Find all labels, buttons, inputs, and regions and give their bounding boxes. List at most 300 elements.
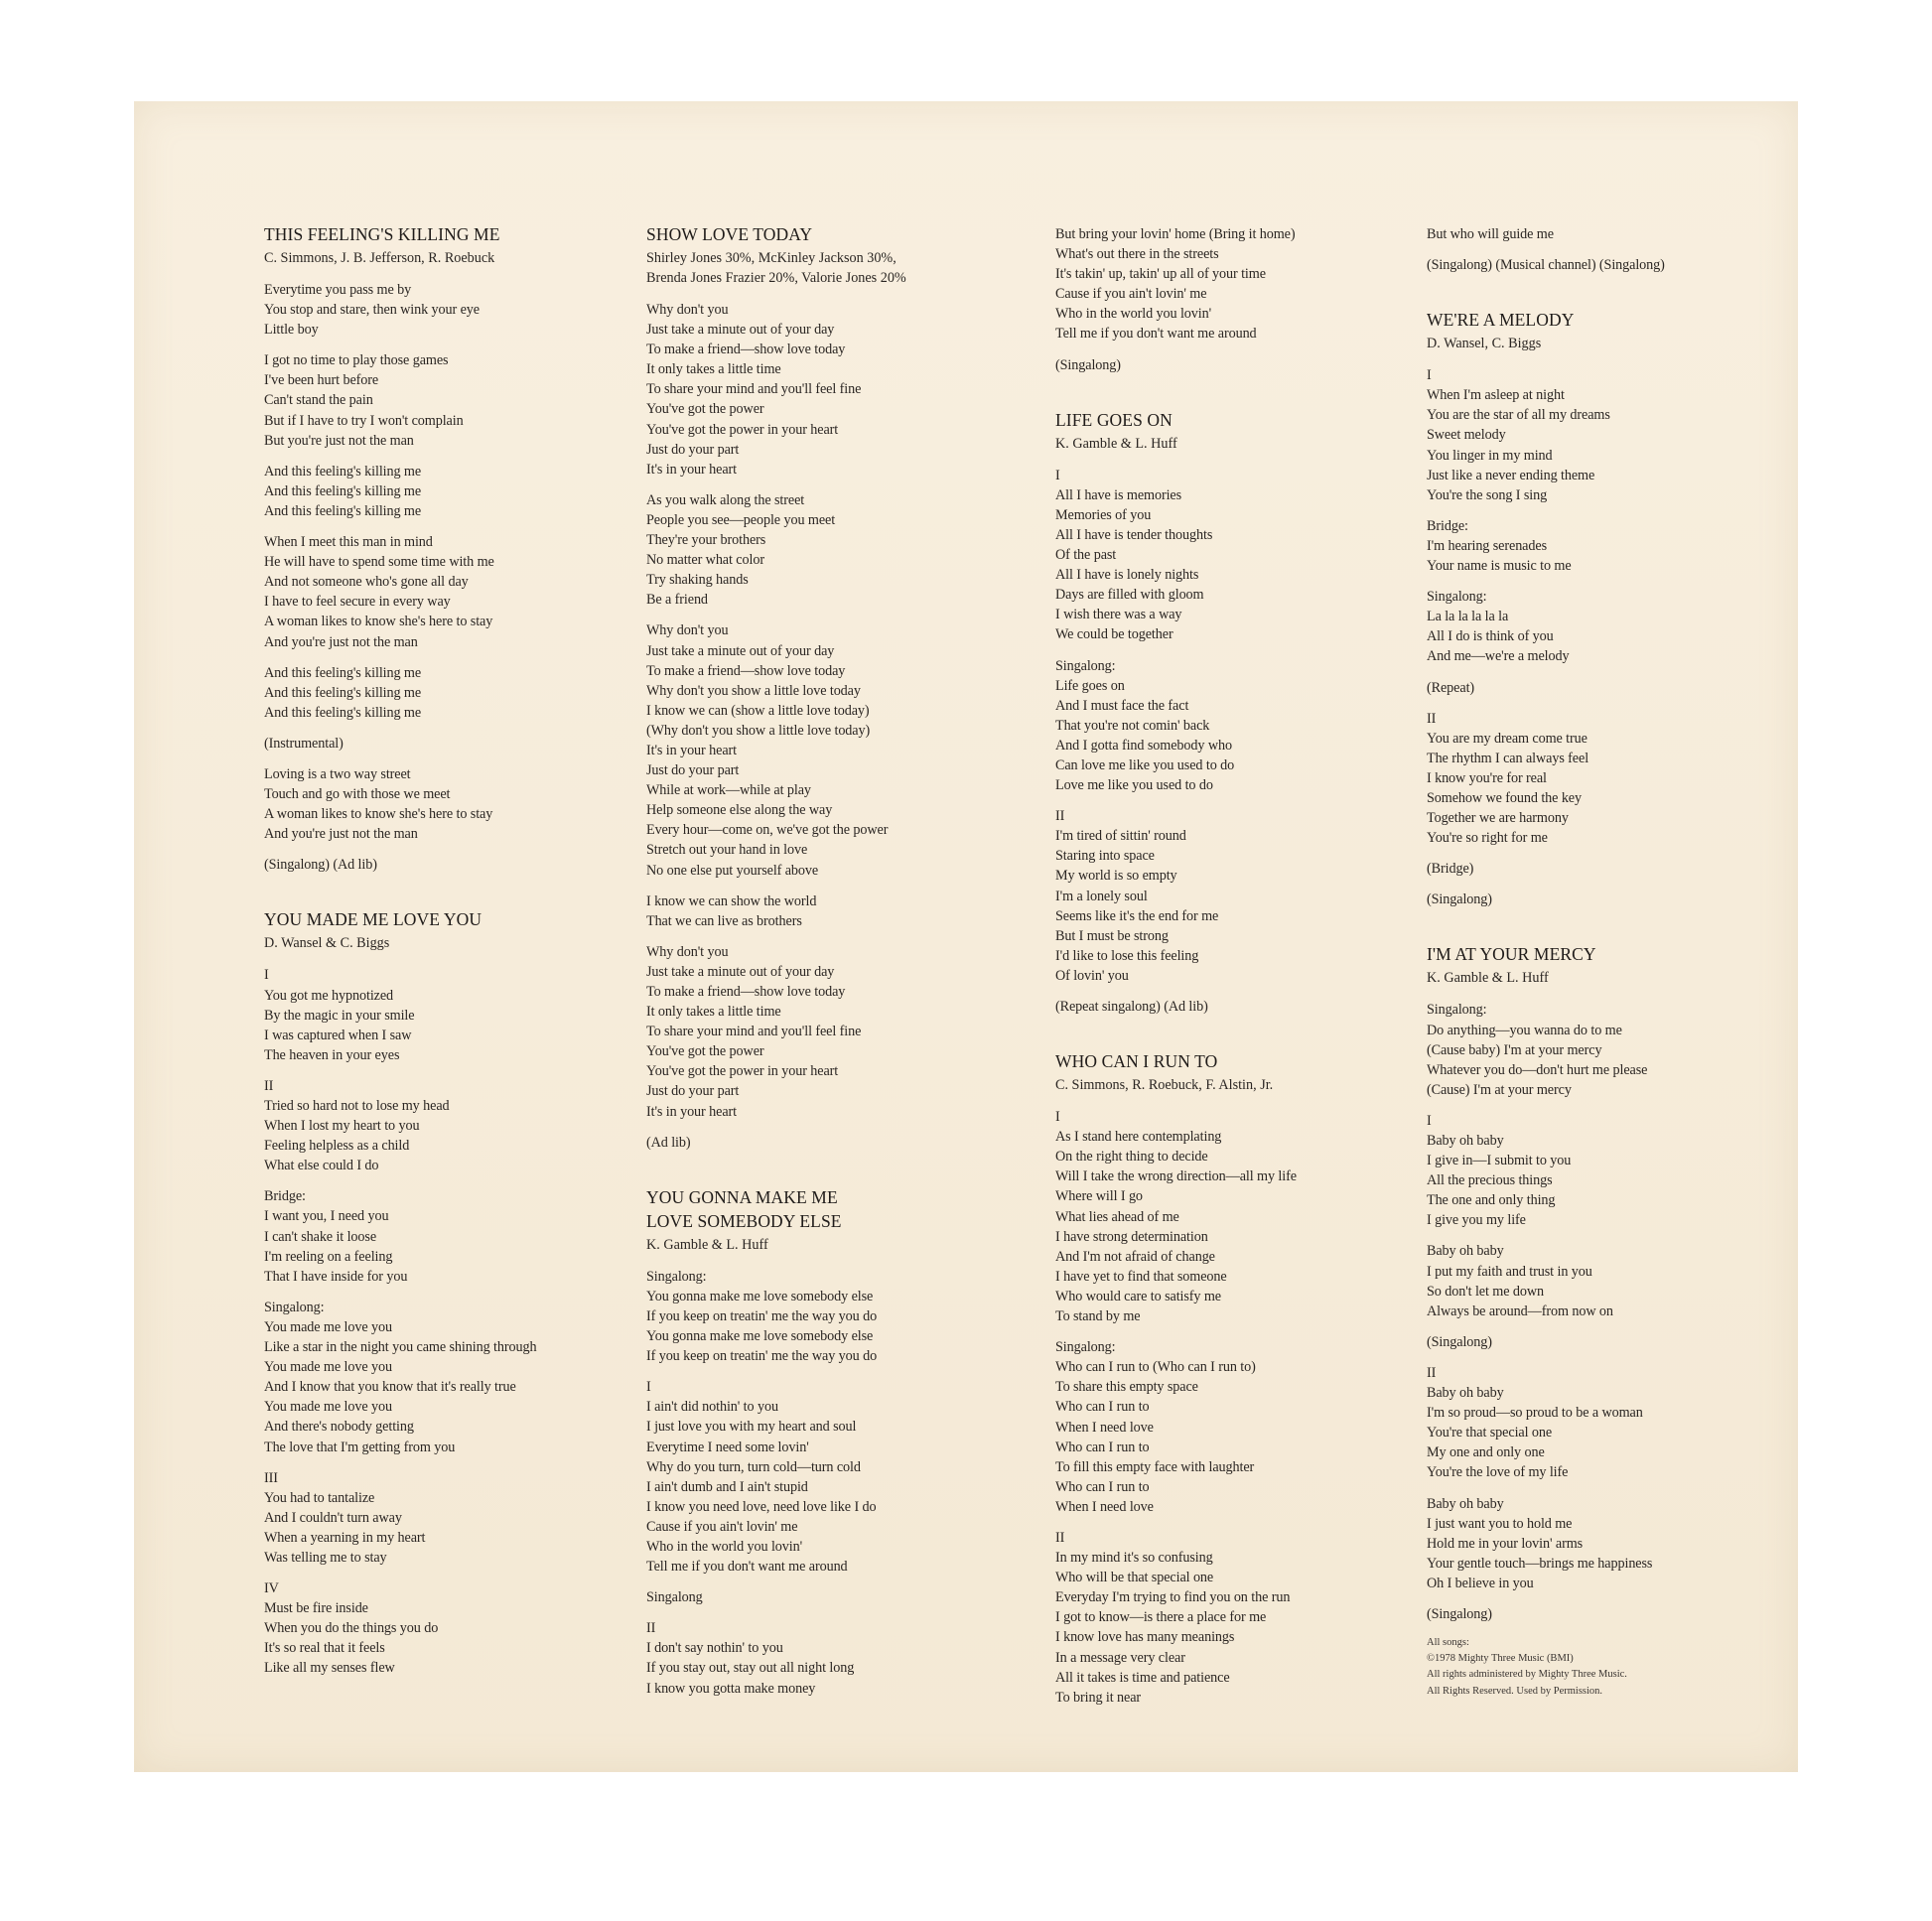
lyric-line: When I need love xyxy=(1055,1419,1154,1436)
lyric-line: Like a star in the night you came shining through xyxy=(264,1339,537,1356)
lyric-line: Do anything—you wanna do to me xyxy=(1427,1022,1622,1038)
lyric-line: (Singalong) xyxy=(1427,1605,1492,1622)
lyric-line: To bring it near xyxy=(1055,1689,1142,1706)
lyric-line: (Singalong) xyxy=(1055,356,1121,373)
lyric-line: Seems like it's the end for me xyxy=(1055,907,1219,924)
lyric-line: While at work—while at play xyxy=(646,782,811,799)
lyric-line: I'd like to lose this feeling xyxy=(1055,947,1199,964)
song-section xyxy=(1055,224,1383,375)
lyric-line: I give in—I submit to you xyxy=(1427,1153,1572,1169)
lyric-stanza xyxy=(264,764,592,844)
lyric-stanza xyxy=(1427,1241,1754,1320)
lyric-line: But bring your lovin' home (Bring it home) xyxy=(1055,226,1296,242)
lyric-stanza xyxy=(646,620,974,880)
lyric-line: I'm reeling on a feeling xyxy=(264,1248,393,1265)
lyric-line: That I have inside for you xyxy=(264,1268,408,1285)
lyric-stanza xyxy=(1055,1107,1383,1326)
lyric-line: Just take a minute out of your day xyxy=(646,322,835,339)
lyric-line: Was telling me to stay xyxy=(264,1549,387,1566)
lyric-stanza xyxy=(1427,365,1754,505)
lyric-line: It only takes a little time xyxy=(646,1004,781,1021)
lyric-line: So don't let me down xyxy=(1427,1283,1544,1300)
lyric-line: Just like a never ending theme xyxy=(1427,467,1595,483)
lyric-line: Baby oh baby xyxy=(1427,1495,1504,1512)
lyric-line: And not someone who's gone all day xyxy=(264,574,469,591)
lyric-line: The one and only thing xyxy=(1427,1192,1556,1209)
lyric-line: In a message very clear xyxy=(1055,1649,1185,1666)
lyric-line: Singalong: xyxy=(1427,589,1487,606)
lyric-line: I have yet to find that someone xyxy=(1055,1268,1227,1285)
lyric-stanza xyxy=(1427,1604,1754,1624)
song-title: SHOW LOVE TODAY xyxy=(646,224,813,244)
copyright-notice xyxy=(1427,1635,1754,1700)
songwriter-credit-line-2: Brenda Jones Frazier 20%, Valorie Jones 20% xyxy=(646,270,906,286)
lyric-line: When you do the things you do xyxy=(264,1620,439,1637)
lyric-line: I have strong determination xyxy=(1055,1228,1208,1245)
lyric-stanza xyxy=(646,1618,974,1698)
lyric-line: To stand by me xyxy=(1055,1308,1141,1325)
lyric-line: Why don't you xyxy=(646,943,729,960)
song-section xyxy=(1055,1028,1383,1708)
lyric-line: Just take a minute out of your day xyxy=(646,963,835,980)
lyric-line: He will have to spend some time with me xyxy=(264,554,494,571)
lyric-line: I put my faith and trust in you xyxy=(1427,1263,1592,1280)
lyric-line: And this feeling's killing me xyxy=(264,463,422,480)
lyric-stanza xyxy=(1055,1337,1383,1517)
lyric-line: Baby oh baby xyxy=(1427,1133,1504,1149)
lyric-line: Your name is music to me xyxy=(1427,558,1572,575)
lyric-line: To share your mind and you'll feel fine xyxy=(646,381,862,398)
lyric-line: Baby oh baby xyxy=(1427,1243,1504,1260)
lyric-line: To make a friend—show love today xyxy=(646,342,846,358)
lyric-line: That you're not comin' back xyxy=(1055,717,1210,734)
song-title: LIFE GOES ON xyxy=(1055,409,1173,430)
lyric-stanza xyxy=(1055,224,1383,344)
lyrics-column-1 xyxy=(264,224,592,1690)
lyric-line: (Ad lib) xyxy=(646,1134,691,1151)
song-section xyxy=(1427,224,1754,275)
lyric-line: I've been hurt before xyxy=(264,372,379,389)
lyric-line: And I know that you know that it's really true xyxy=(264,1379,516,1396)
lyric-line: Hold me in your lovin' arms xyxy=(1427,1535,1584,1552)
lyric-line: Whatever you do—don't hurt me please xyxy=(1427,1061,1648,1078)
lyric-line: But I must be strong xyxy=(1055,927,1169,944)
lyric-line: Singalong: xyxy=(1055,1339,1116,1356)
songwriter-credit: K. Gamble & L. Huff xyxy=(646,1236,768,1253)
lyric-line: I'm hearing serenades xyxy=(1427,537,1547,554)
song-section xyxy=(646,224,974,1153)
songwriter-credit: K. Gamble & L. Huff xyxy=(1055,435,1177,452)
lyric-line: Like all my senses flew xyxy=(264,1660,395,1677)
lyric-line: You've got the power xyxy=(646,401,764,418)
lyric-line: Where will I go xyxy=(1055,1188,1143,1205)
lyric-stanza xyxy=(264,1468,592,1568)
lyric-line: (Cause) I'm at your mercy xyxy=(1427,1081,1572,1098)
lyric-line: I give you my life xyxy=(1427,1212,1526,1229)
song-title: YOU GONNA MAKE ME xyxy=(646,1186,838,1207)
lyric-line: But if I have to try I won't complain xyxy=(264,412,464,429)
lyric-line: Will I take the wrong direction—all my life xyxy=(1055,1168,1297,1185)
lyric-stanza xyxy=(646,300,974,480)
lyric-line: You got me hypnotized xyxy=(264,987,394,1004)
lyric-line: All I do is think of you xyxy=(1427,628,1554,645)
lyric-sheet xyxy=(134,101,1798,1772)
lyric-line: No one else put yourself above xyxy=(646,862,819,879)
lyric-line: Tried so hard not to lose my head xyxy=(264,1098,450,1114)
copyright-line: All songs: xyxy=(1427,1637,1469,1649)
lyric-line: Why don't you xyxy=(646,302,729,318)
lyric-line: Staring into space xyxy=(1055,848,1155,865)
lyric-line: And me—we're a melody xyxy=(1427,648,1570,665)
lyric-line: Who in the world you lovin' xyxy=(646,1538,803,1555)
lyric-line: I'm tired of sittin' round xyxy=(1055,828,1186,845)
copyright-line: All rights administered by Mighty Three Music. xyxy=(1427,1669,1627,1681)
lyric-line: I'm so proud—so proud to be a woman xyxy=(1427,1405,1643,1422)
lyric-line: You're that special one xyxy=(1427,1425,1553,1441)
lyric-line: On the right thing to decide xyxy=(1055,1149,1208,1166)
lyric-line: And this feeling's killing me xyxy=(264,482,422,499)
lyric-line: Touch and go with those we meet xyxy=(264,786,451,803)
section-gap xyxy=(1427,286,1754,310)
copyright-line: All Rights Reserved. Used by Permission. xyxy=(1427,1685,1603,1697)
section-gap xyxy=(264,886,592,909)
lyric-line: To make a friend—show love today xyxy=(646,662,846,679)
lyric-line: You made me love you xyxy=(264,1359,392,1376)
song-section xyxy=(264,224,592,875)
lyric-stanza xyxy=(646,892,974,931)
lyric-line: Who in the world you lovin' xyxy=(1055,306,1212,323)
lyric-stanza xyxy=(1427,1363,1754,1483)
lyric-line: You linger in my mind xyxy=(1427,447,1553,464)
lyric-line: You are the star of all my dreams xyxy=(1427,407,1610,424)
lyric-line: I want you, I need you xyxy=(264,1208,389,1225)
lyric-line: That we can live as brothers xyxy=(646,912,802,929)
lyric-line: Singalong: xyxy=(646,1268,707,1285)
lyric-stanza xyxy=(646,1133,974,1153)
copyright-line: ©1978 Mighty Three Music (BMI) xyxy=(1427,1653,1574,1665)
song-title: YOU MADE ME LOVE YOU xyxy=(264,909,483,930)
lyric-line: (Singalong) xyxy=(1427,892,1492,908)
lyric-line: I xyxy=(1427,1112,1432,1129)
lyric-line: A woman likes to know she's here to stay xyxy=(264,614,493,630)
lyric-line: I just love you with my heart and soul xyxy=(646,1419,857,1436)
lyric-line: What lies ahead of me xyxy=(1055,1208,1179,1225)
lyric-line: If you keep on treatin' me the way you do xyxy=(646,1348,878,1365)
lyric-line: I'm a lonely soul xyxy=(1055,888,1148,904)
lyric-line: But you're just not the man xyxy=(264,432,414,449)
lyric-line: In my mind it's so confusing xyxy=(1055,1550,1213,1567)
lyric-line: The rhythm I can always feel xyxy=(1427,750,1589,766)
songwriter-credit: D. Wansel & C. Biggs xyxy=(264,935,390,952)
lyric-line: Can't stand the pain xyxy=(264,392,373,409)
lyric-line: You're so right for me xyxy=(1427,830,1548,847)
lyric-line: It only takes a little time xyxy=(646,361,781,378)
lyric-line: All I have is lonely nights xyxy=(1055,567,1199,584)
lyric-stanza xyxy=(264,1186,592,1286)
lyric-line: (Singalong) (Ad lib) xyxy=(264,857,377,874)
lyric-line: Who can I run to xyxy=(1055,1439,1150,1455)
lyric-line: Somehow we found the key xyxy=(1427,789,1582,806)
lyric-line: I know you need love, need love like I do xyxy=(646,1498,877,1515)
lyric-line: Why don't you show a little love today xyxy=(646,682,861,699)
lyric-line: Singalong xyxy=(646,1589,703,1606)
lyric-line: Everytime you pass me by xyxy=(264,282,412,298)
lyric-line: La la la la la la xyxy=(1427,609,1509,625)
lyric-stanza xyxy=(646,490,974,611)
songwriter-credit: C. Simmons, J. B. Jefferson, R. Roebuck xyxy=(264,250,495,266)
lyric-stanza xyxy=(646,1377,974,1577)
lyric-line: Baby oh baby xyxy=(1427,1385,1504,1402)
lyric-stanza xyxy=(264,965,592,1064)
lyric-line: People you see—people you meet xyxy=(646,511,836,528)
lyric-line: Everyday I'm trying to find you on the run xyxy=(1055,1589,1291,1606)
lyric-line: And I'm not afraid of change xyxy=(1055,1248,1215,1265)
lyric-line: To fill this empty face with laughter xyxy=(1055,1458,1255,1475)
lyric-line: If you keep on treatin' me the way you do xyxy=(646,1307,878,1324)
lyric-line: (Repeat) xyxy=(1427,679,1475,696)
lyric-line: All it takes is time and patience xyxy=(1055,1669,1230,1686)
lyric-line: Bridge: xyxy=(1427,517,1468,534)
lyric-line: And I gotta find somebody who xyxy=(1055,737,1232,754)
lyric-line: Sweet melody xyxy=(1427,427,1506,444)
section-gap xyxy=(1055,386,1383,410)
lyric-stanza xyxy=(646,1267,974,1366)
lyric-line: When I need love xyxy=(1055,1498,1154,1515)
lyric-line: II xyxy=(264,1077,274,1094)
lyric-line: Singalong: xyxy=(1055,657,1116,674)
lyric-line: I know we can (show a little love today) xyxy=(646,702,870,719)
lyric-line: Always be around—from now on xyxy=(1427,1303,1613,1319)
lyric-line: When I meet this man in mind xyxy=(264,534,433,551)
lyric-line: Everytime I need some lovin' xyxy=(646,1439,809,1455)
lyric-line: Help someone else along the way xyxy=(646,802,833,819)
lyric-line: All the precious things xyxy=(1427,1172,1553,1189)
lyric-line: Singalong: xyxy=(264,1299,325,1315)
lyric-line: As I stand here contemplating xyxy=(1055,1129,1222,1146)
lyric-line: Love me like you used to do xyxy=(1055,777,1213,794)
songwriter-credit: D. Wansel, C. Biggs xyxy=(1427,336,1542,352)
lyric-line: II xyxy=(646,1620,656,1637)
lyric-line: And I must face the fact xyxy=(1055,697,1189,714)
lyric-line: When I'm asleep at night xyxy=(1427,387,1565,404)
songwriter-credit: C. Simmons, R. Roebuck, F. Alstin, Jr. xyxy=(1055,1077,1274,1094)
lyric-line: The love that I'm getting from you xyxy=(264,1439,456,1455)
lyric-line: Who can I run to xyxy=(1055,1399,1150,1416)
lyric-line: No matter what color xyxy=(646,552,764,569)
lyric-line: I xyxy=(264,967,269,984)
lyric-line: My one and only one xyxy=(1427,1444,1545,1461)
lyric-line: All I have is memories xyxy=(1055,486,1182,503)
lyric-line: (Singalong) (Musical channel) (Singalong) xyxy=(1427,257,1665,274)
lyric-line: What's out there in the streets xyxy=(1055,246,1219,263)
lyric-stanza xyxy=(1427,890,1754,909)
lyric-stanza xyxy=(1427,516,1754,576)
lyric-line: (Singalong) xyxy=(1427,1333,1492,1350)
lyric-line: And you're just not the man xyxy=(264,826,418,843)
section-gap xyxy=(1055,1028,1383,1051)
lyric-line: You are my dream come true xyxy=(1427,730,1587,747)
lyric-line: You're the love of my life xyxy=(1427,1464,1569,1481)
lyric-line: I wish there was a way xyxy=(1055,607,1182,623)
lyric-stanza xyxy=(1427,1494,1754,1593)
lyric-line: You stop and stare, then wink your eye xyxy=(264,302,480,319)
lyric-line: You made me love you xyxy=(264,1318,392,1335)
lyric-stanza xyxy=(646,1587,974,1607)
lyric-line: (Bridge) xyxy=(1427,861,1474,878)
song-title: WE'RE A MELODY xyxy=(1427,310,1575,331)
lyric-line: And this feeling's killing me xyxy=(264,664,422,681)
lyric-line: When I lost my heart to you xyxy=(264,1118,420,1135)
lyric-line: It's in your heart xyxy=(646,1103,737,1120)
lyric-line: (Repeat singalong) (Ad lib) xyxy=(1055,999,1208,1015)
lyric-line: You've got the power in your heart xyxy=(646,1063,839,1080)
lyric-line: (Instrumental) xyxy=(264,735,344,752)
song-title: I'M AT YOUR MERCY xyxy=(1427,944,1596,965)
lyrics-column-2 xyxy=(646,224,974,1710)
lyric-line: All I have is tender thoughts xyxy=(1055,526,1213,543)
lyric-line: Who can I run to (Who can I run to) xyxy=(1055,1359,1256,1376)
lyric-line: You made me love you xyxy=(264,1399,392,1416)
lyric-line: Be a friend xyxy=(646,592,708,609)
lyric-stanza xyxy=(1427,1111,1754,1231)
lyric-line: Feeling helpless as a child xyxy=(264,1138,410,1155)
lyric-line: As you walk along the street xyxy=(646,491,805,508)
lyric-line: III xyxy=(264,1469,278,1486)
lyric-line: (Cause baby) I'm at your mercy xyxy=(1427,1041,1602,1058)
lyric-stanza xyxy=(646,942,974,1122)
lyric-line: Who will be that special one xyxy=(1055,1570,1214,1586)
lyric-line: Just do your part xyxy=(646,762,740,779)
lyric-line: II xyxy=(1427,710,1437,727)
lyric-line: Tell me if you don't want me around xyxy=(646,1559,848,1576)
songwriter-credit: K. Gamble & L. Huff xyxy=(1427,970,1549,987)
lyric-line: (Why don't you show a little love today) xyxy=(646,722,871,739)
lyric-line: And this feeling's killing me xyxy=(264,684,422,701)
lyric-line: Loving is a two way street xyxy=(264,765,411,782)
lyric-stanza xyxy=(1427,1332,1754,1352)
lyric-line: It's in your heart xyxy=(646,742,737,758)
lyric-stanza xyxy=(264,280,592,340)
lyric-line: And there's nobody getting xyxy=(264,1419,414,1436)
lyric-line: I just want you to hold me xyxy=(1427,1515,1573,1532)
lyric-line: Stretch out your hand in love xyxy=(646,842,808,859)
lyric-line: And I couldn't turn away xyxy=(264,1509,402,1526)
lyric-line: Cause if you ain't lovin' me xyxy=(1055,286,1207,303)
lyric-stanza xyxy=(264,855,592,875)
lyric-stanza xyxy=(264,532,592,652)
lyric-line: I know we can show the world xyxy=(646,892,817,909)
lyric-line: You had to tantalize xyxy=(264,1489,375,1506)
songwriter-credit: Shirley Jones 30%, McKinley Jackson 30%, xyxy=(646,250,897,266)
lyric-stanza xyxy=(1055,1528,1383,1708)
lyric-line: Memories of you xyxy=(1055,506,1152,523)
lyric-line: I got to know—is there a place for me xyxy=(1055,1609,1267,1626)
lyric-line: You're the song I sing xyxy=(1427,486,1548,503)
lyric-line: I can't shake it loose xyxy=(264,1228,377,1245)
lyric-line: Try shaking hands xyxy=(646,572,749,589)
lyric-line: They're your brothers xyxy=(646,532,766,549)
lyric-line: I have to feel secure in every way xyxy=(264,594,451,611)
lyric-stanza xyxy=(264,663,592,723)
lyric-line: My world is so empty xyxy=(1055,868,1177,885)
song-title-line-2: LOVE SOMEBODY ELSE xyxy=(646,1210,842,1231)
lyric-line: Must be fire inside xyxy=(264,1600,368,1617)
song-section xyxy=(646,1164,974,1699)
lyric-line: Singalong: xyxy=(1427,1002,1487,1019)
lyric-stanza xyxy=(264,1076,592,1175)
lyric-line: I ain't dumb and I ain't stupid xyxy=(646,1478,808,1495)
lyric-line: Can love me like you used to do xyxy=(1055,756,1235,773)
lyric-stanza xyxy=(1055,806,1383,986)
lyric-line: Tell me if you don't want me around xyxy=(1055,326,1257,343)
lyric-line: To share this empty space xyxy=(1055,1379,1198,1396)
lyric-line: Days are filled with gloom xyxy=(1055,587,1204,604)
lyric-line: Bridge: xyxy=(264,1188,306,1205)
lyric-line: Your gentle touch—brings me happiness xyxy=(1427,1555,1653,1572)
lyric-line: What else could I do xyxy=(264,1158,379,1174)
lyric-stanza xyxy=(1427,678,1754,698)
lyric-stanza xyxy=(1055,466,1383,645)
lyric-line: I know you gotta make money xyxy=(646,1680,816,1697)
lyric-line: To make a friend—show love today xyxy=(646,984,846,1000)
lyric-line: You gonna make me love somebody else xyxy=(646,1328,874,1345)
lyric-line: The heaven in your eyes xyxy=(264,1046,400,1063)
lyric-line: Cause if you ain't lovin' me xyxy=(646,1518,798,1535)
lyric-line: It's in your heart xyxy=(646,461,737,478)
lyric-line: I xyxy=(1427,367,1432,384)
lyric-stanza xyxy=(264,1578,592,1678)
lyric-line: And this feeling's killing me xyxy=(264,502,422,519)
lyric-line: II xyxy=(1055,808,1065,825)
lyric-line: We could be together xyxy=(1055,626,1173,643)
lyric-line: Just do your part xyxy=(646,1083,740,1100)
lyric-line: If you stay out, stay out all night long xyxy=(646,1660,855,1677)
lyric-line: You gonna make me love somebody else xyxy=(646,1288,874,1304)
lyrics-column-4 xyxy=(1427,224,1754,1700)
lyric-stanza xyxy=(264,462,592,521)
lyrics-column-3 xyxy=(1055,224,1383,1718)
lyric-line: Of the past xyxy=(1055,547,1117,564)
song-title: WHO CAN I RUN TO xyxy=(1055,1051,1218,1072)
lyric-line: Why don't you xyxy=(646,622,729,639)
lyric-stanza xyxy=(264,1298,592,1457)
lyric-stanza xyxy=(1427,859,1754,879)
lyric-line: Who can I run to xyxy=(1055,1478,1150,1495)
song-section xyxy=(1427,286,1754,909)
lyric-stanza xyxy=(1427,709,1754,849)
lyric-line: Oh I believe in you xyxy=(1427,1575,1534,1591)
lyric-line: Little boy xyxy=(264,322,319,339)
lyric-line: Life goes on xyxy=(1055,677,1125,694)
lyric-line: I know love has many meanings xyxy=(1055,1629,1235,1646)
lyric-line: Of lovin' you xyxy=(1055,967,1129,984)
lyric-line: Why do you turn, turn cold—turn cold xyxy=(646,1458,861,1475)
lyric-line: I xyxy=(1055,1109,1060,1126)
lyric-line: And you're just not the man xyxy=(264,633,418,650)
lyric-line: I xyxy=(646,1379,651,1396)
lyric-line: Just do your part xyxy=(646,441,740,458)
lyric-line: A woman likes to know she's here to stay xyxy=(264,806,493,823)
lyric-line: Together we are harmony xyxy=(1427,810,1569,827)
song-section xyxy=(1055,386,1383,1017)
song-section xyxy=(264,886,592,1678)
lyric-stanza xyxy=(1055,355,1383,375)
lyric-line: Just take a minute out of your day xyxy=(646,642,835,659)
lyric-stanza xyxy=(1055,997,1383,1017)
song-section xyxy=(1427,920,1754,1624)
lyric-stanza xyxy=(1055,656,1383,796)
lyric-stanza xyxy=(1427,224,1754,244)
